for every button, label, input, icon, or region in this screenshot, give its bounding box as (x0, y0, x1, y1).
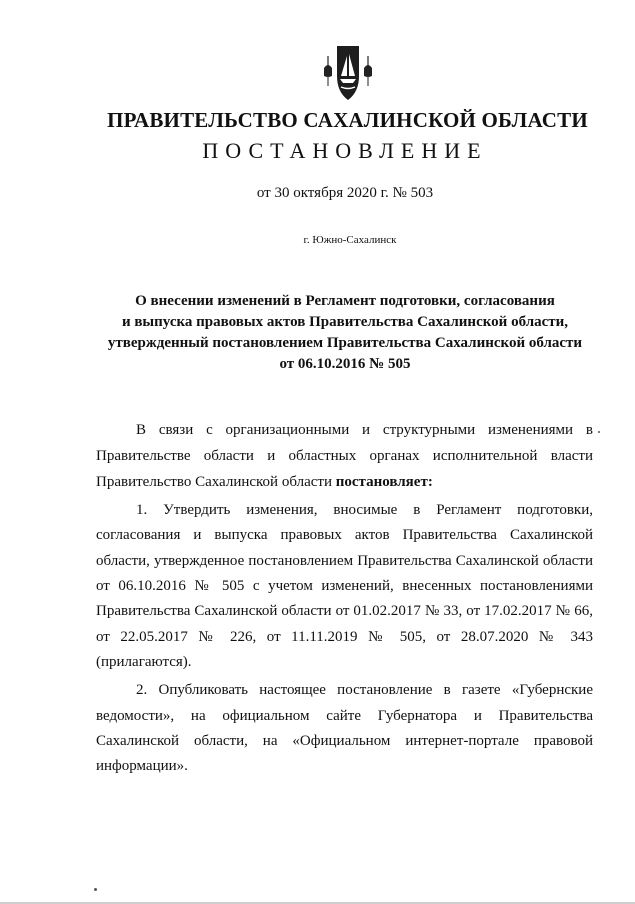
coat-of-arms-icon (320, 42, 376, 106)
body-line: согласования и выпуска правовых актов Правительства Сахалинской (96, 527, 593, 543)
scan-speck (598, 431, 600, 433)
body-line: Правительства Сахалинской области от 01.02.2017 № 33, от 17.02.2017 № 66, (96, 603, 593, 619)
document-type: ПОСТАНОВЛЕНИЕ (202, 138, 488, 163)
organization-name: ПРАВИТЕЛЬСТВО САХАЛИНСКОЙ ОБЛАСТИ (107, 108, 588, 132)
body-line: 1. Утвердить изменения, вносимые в Регламент подготовки, (136, 502, 593, 518)
scan-speck (94, 888, 97, 891)
body-line: Сахалинской области, на «Официальном интернет-портале правовой (96, 733, 593, 749)
body-line: Правительстве области и областных органах исполнительной власти (96, 448, 593, 464)
document-date-number: от 30 октября 2020 г. № 503 (256, 185, 434, 201)
preamble-text: Правительство Сахалинской области (96, 474, 336, 490)
body-line: (прилагаются). (96, 654, 192, 670)
document-title (95, 291, 595, 375)
body-line: 2. Опубликовать настоящее постановление в газете «Губернские (136, 682, 593, 698)
preamble-bold-verb: постановляет: (335, 474, 433, 490)
body-line: ведомости», на официальном сайте Губернатора и Правительства (96, 708, 593, 724)
document-city: г. Южно-Сахалинск (303, 234, 397, 246)
body-line: от 22.05.2017 № 226, от 11.11.2019 № 505, от 28.07.2020 № 343 (96, 629, 593, 645)
body-line (96, 470, 593, 494)
body-line: В связи с организационными и структурными изменениями в (136, 422, 593, 438)
title-line: и выпуска правовых актов Правительства Сахалинской области, (121, 314, 569, 330)
title-line: утвержденный постановлением Правительства Сахалинской области (107, 335, 583, 351)
body-line: информации». (96, 758, 188, 774)
body-line: области, утвержденное постановлением Правительства Сахалинской области (96, 553, 593, 569)
body-line: от 06.10.2016 № 505 с учетом изменений, внесенных постановлениями (96, 578, 593, 594)
title-line: О внесении изменений в Регламент подготовки, согласования (135, 293, 555, 309)
title-line: от 06.10.2016 № 505 (279, 356, 411, 372)
